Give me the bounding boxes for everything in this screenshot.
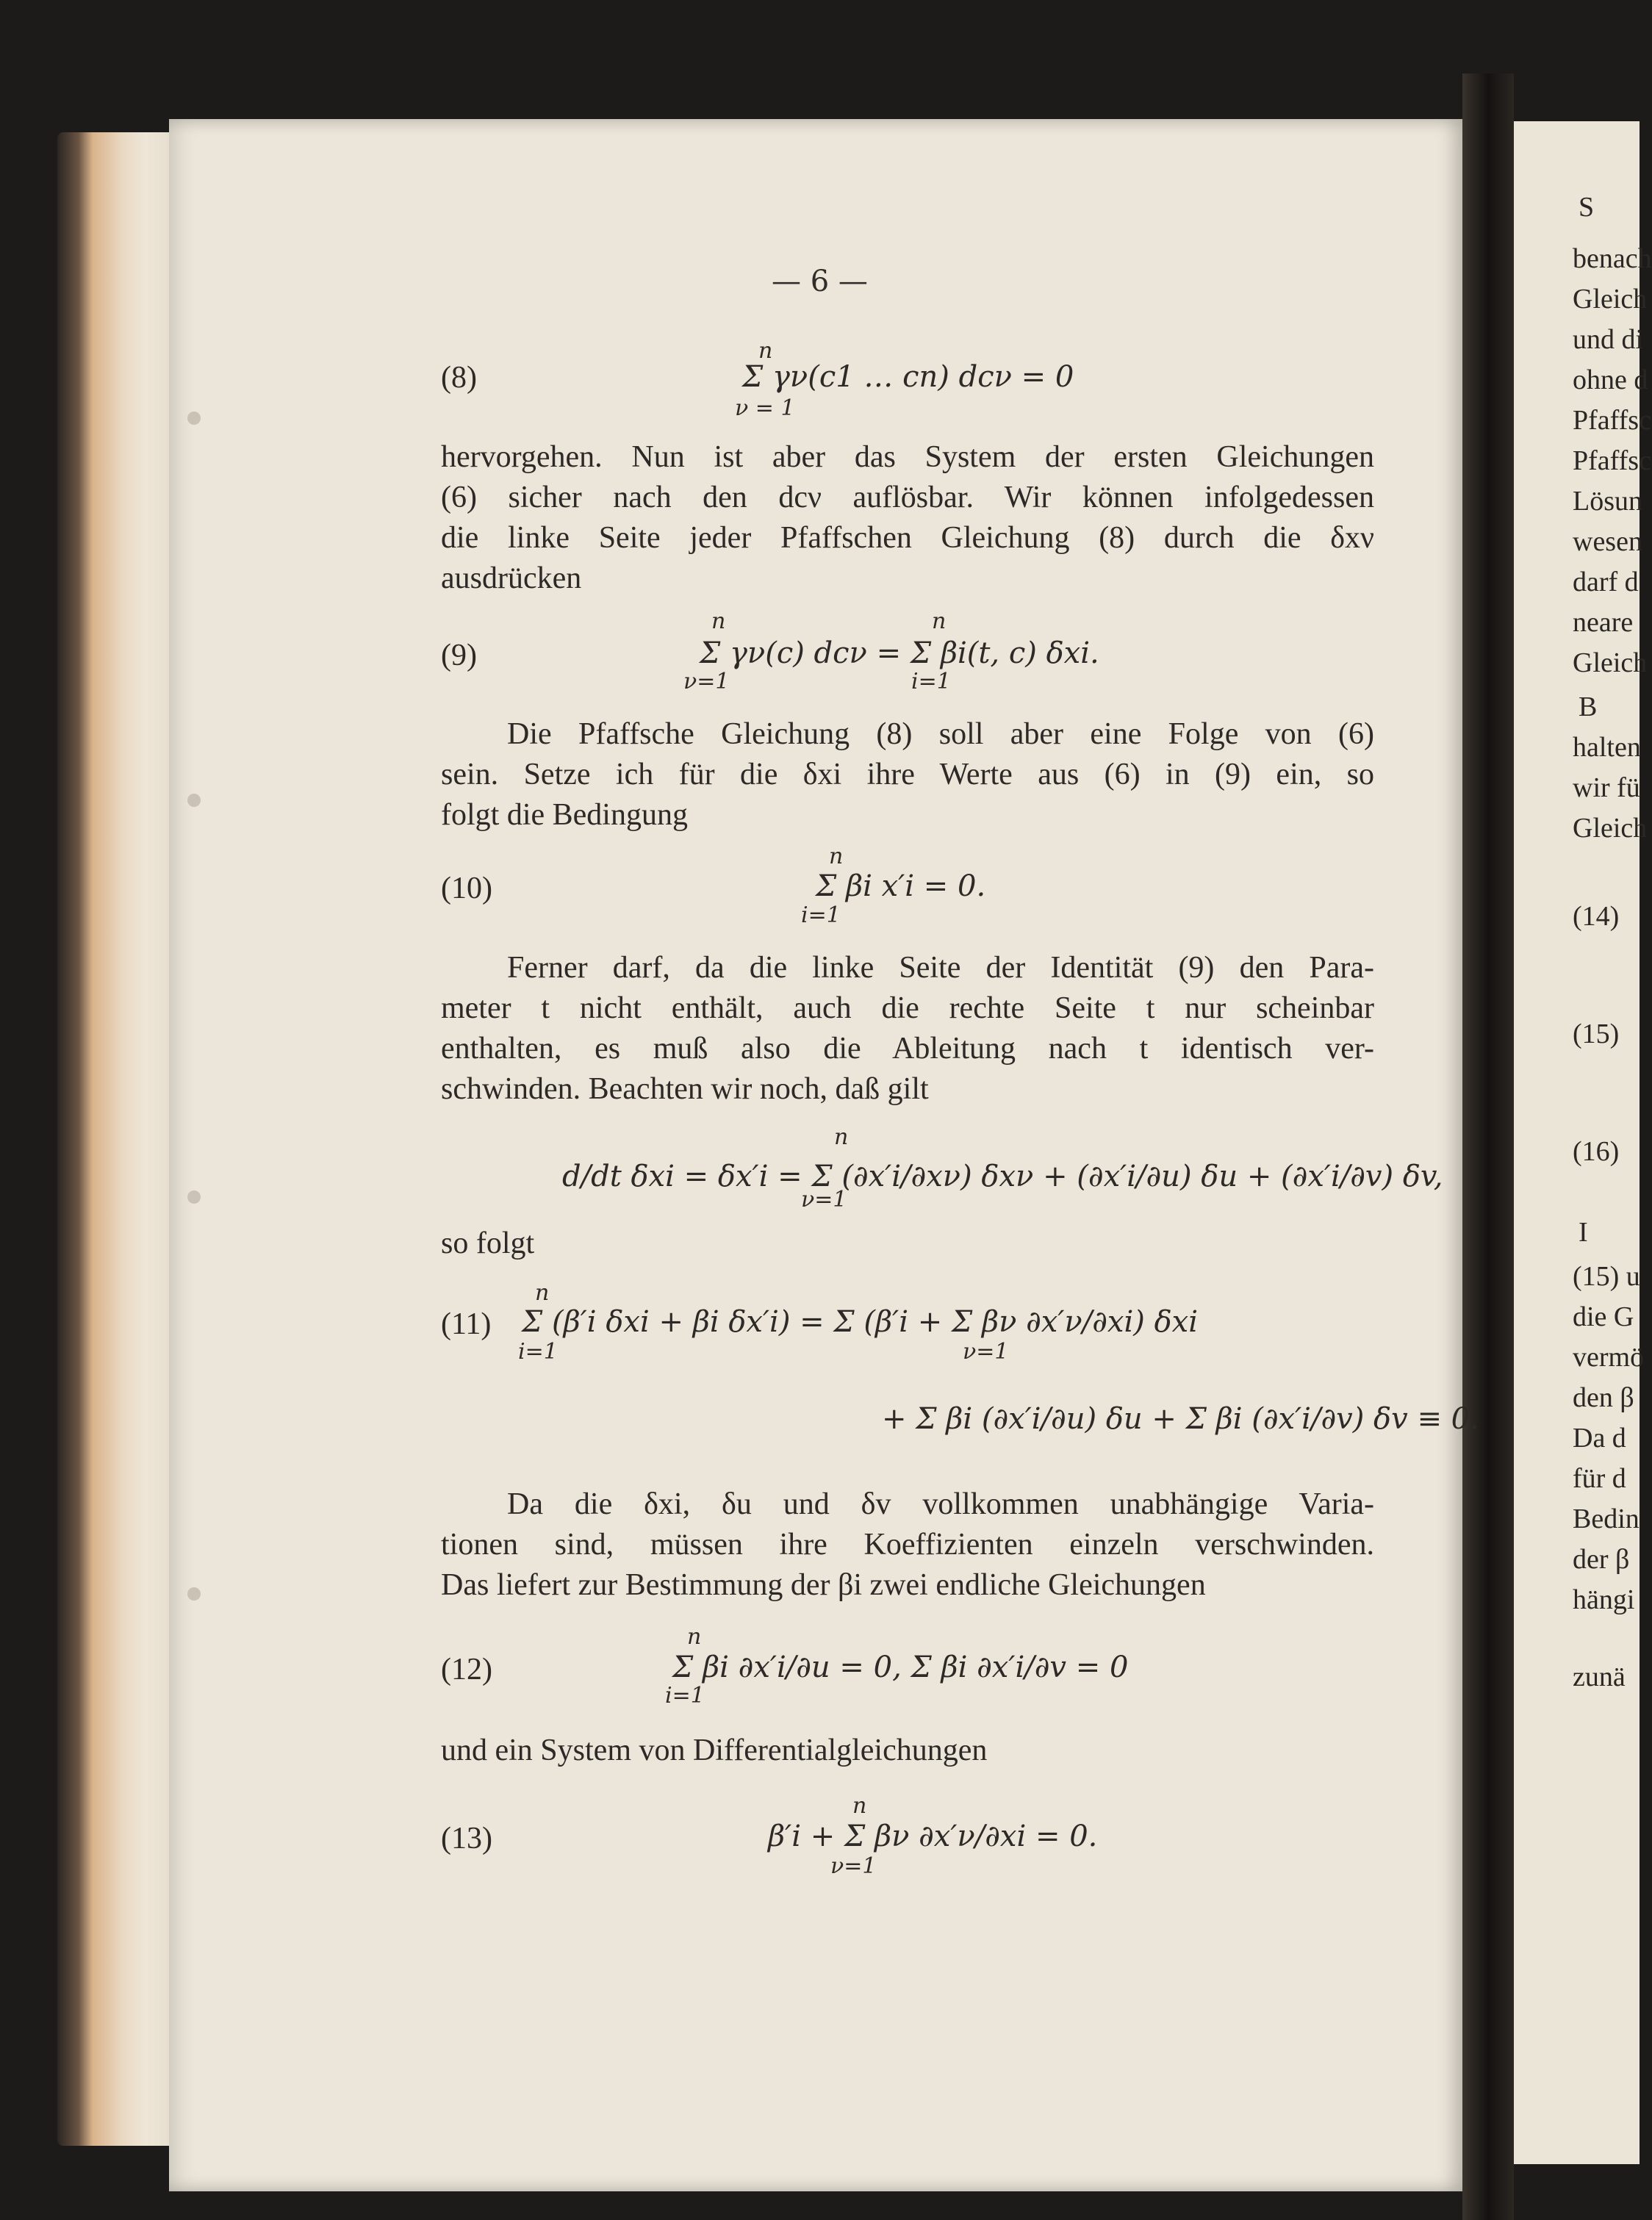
text-line: Ferner darf, da die linke Seite der Identität (9) den Para- [507,951,1374,985]
paragraph-2 [441,714,1374,836]
binding-hole [187,412,201,425]
adjacent-page-text-fragment: zunä [1573,1662,1626,1692]
text-line: so folgt [441,1226,535,1260]
adjacent-page-text-fragment: (16) [1573,1136,1620,1167]
text-line: Das liefert zur Bestimmung der βi zwei endliche Gleichungen [441,1568,1206,1602]
paragraph-1 [441,437,1374,599]
adjacent-page-text-fragment: darf d [1573,567,1639,597]
sum-upper-limit: n [852,1793,867,1819]
adjacent-page-text-fragment: wir fü [1573,772,1640,803]
sum-lower-limit: ν=1 [801,1187,847,1213]
sum-lower-limit: i=1 [518,1339,558,1365]
adjacent-page-text-fragment: (15) [1573,1019,1620,1049]
sum-lower-limit: i=1 [801,902,841,928]
adjacent-page-text-fragment: Pfaffsc [1573,445,1651,476]
text-line: enthalten, es muß also die Ableitung nach t identisch ver- [441,1032,1374,1066]
adjacent-page [1514,121,1652,2164]
derivative-identity: d/dt δxi = δx′i = Σ (∂x′i/∂xν) δxν + (∂x′i/∂u) δu + (∂x′i/∂v) δv, [562,1160,1443,1193]
sum-upper-limit: n [711,608,726,634]
binding-hole [187,1190,201,1204]
text-line: tionen sind, müssen ihre Koeffizienten einzeln verschwinden. [441,1528,1374,1562]
text-line: schwinden. Beachten wir noch, daß gilt [441,1072,929,1106]
adjacent-page-text-fragment: der β [1573,1544,1630,1575]
page-number: — 6 — [772,265,868,298]
adjacent-page-text-fragment: (15) u [1573,1261,1640,1292]
text-line: die linke Seite jeder Pfaffschen Gleichung (8) durch die δxν [441,521,1374,555]
book-page [169,119,1462,2191]
sum-lower-limit: i=1 [911,669,951,694]
adjacent-page-text-fragment: vermö [1573,1342,1645,1373]
sum-lower-limit: ν = 1 [735,395,795,421]
sum-upper-limit: n [834,1124,849,1150]
text-line: folgt die Bedingung [441,798,688,832]
equation-label-8: (8) [441,361,477,395]
adjacent-page-text-fragment: wesen [1573,526,1642,557]
adjacent-page-text-fragment: für d [1573,1463,1626,1494]
adjacent-page-text-fragment: halten [1573,732,1641,763]
text-line: sein. Setze ich für die δxi ihre Werte aus (6) in (9) ein, so [441,758,1374,791]
equation-11-line-1: Σ (β′i δxi + βi δx′i) = Σ (β′i + Σ βν ∂x′ν/∂xi) δxi [522,1305,1198,1339]
text-line: Die Pfaffsche Gleichung (8) soll aber eine Folge von (6) [507,717,1374,751]
text-line: hervorgehen. Nun ist aber das System der ersten Gleichungen [441,440,1374,474]
equation-9: Σ γν(c) dcν = Σ βi(t, c) δxi. [700,636,1099,670]
adjacent-page-text-fragment: den β [1573,1382,1634,1413]
equation-8: Σ γν(c1 … cn) dcν = 0 [742,360,1074,394]
binding-hole [187,794,201,807]
adjacent-page-text-fragment: B [1579,691,1598,722]
binding-hole [187,1587,201,1601]
paragraph-6 [441,1731,1374,1771]
adjacent-page-text-fragment: hängi [1573,1584,1635,1615]
adjacent-page-text-fragment: benach [1573,243,1652,274]
paragraph-5 [441,1484,1374,1606]
equation-label-12: (12) [441,1653,492,1686]
book-gutter [1462,73,1514,2220]
sum-upper-limit: n [932,608,947,634]
adjacent-page-text-fragment: die G [1573,1301,1634,1332]
adjacent-page-text-fragment: Lösun [1573,486,1642,517]
sum-lower-limit: ν=1 [683,669,730,694]
adjacent-page-text-fragment: und di [1573,324,1644,355]
sum-lower-limit: ν=1 [963,1339,1009,1365]
paragraph-3 [441,948,1374,1110]
adjacent-page-text-fragment: Gleich [1573,284,1648,315]
equation-label-13: (13) [441,1822,492,1856]
sum-lower-limit: ν=1 [830,1853,877,1879]
text-line: meter t nicht enthält, auch die rechte Seite t nur scheinbar [441,991,1374,1025]
sum-upper-limit: n [687,1624,702,1650]
adjacent-page-text-fragment: Pfaffsc [1573,405,1651,436]
equation-10: Σ βi x′i = 0. [816,869,986,903]
adjacent-page-text-fragment: Gleich [1573,813,1648,844]
book-page-edges [57,132,175,2146]
adjacent-page-text-fragment: neare [1573,607,1634,638]
equation-label-10: (10) [441,872,492,905]
equation-12: Σ βi ∂x′i/∂u = 0, Σ βi ∂x′i/∂v = 0 [672,1650,1129,1684]
text-line: (6) sicher nach den dcν auflösbar. Wir können infolgedessen [441,481,1374,514]
equation-11-line-2: + Σ βi (∂x′i/∂u) δu + Σ βi (∂x′i/∂v) δv ≡ 0. [882,1402,1479,1436]
sum-upper-limit: n [535,1280,550,1306]
sum-lower-limit: i=1 [665,1683,705,1709]
text-line: und ein System von Differentialgleichungen [441,1734,988,1767]
equation-label-9: (9) [441,639,477,672]
text-line: Da die δxi, δu und δv vollkommen unabhängige Varia- [507,1487,1374,1521]
equation-13: β′i + Σ βν ∂x′ν/∂xi = 0. [768,1820,1098,1853]
equation-label-11: (11) [441,1307,492,1341]
adjacent-page-text-fragment: ohne d [1573,364,1648,395]
adjacent-page-text-fragment: S [1579,192,1595,223]
sum-upper-limit: n [758,338,773,364]
adjacent-page-text-fragment: (14) [1573,901,1620,932]
adjacent-page-text-fragment: I [1579,1217,1588,1248]
paragraph-4 [441,1224,1374,1264]
adjacent-page-text-fragment: Bedin [1573,1504,1640,1534]
adjacent-page-text-fragment: Gleich [1573,647,1648,678]
sum-upper-limit: n [829,844,844,869]
adjacent-page-text-fragment: Da d [1573,1423,1626,1454]
text-line: ausdrücken [441,561,582,595]
